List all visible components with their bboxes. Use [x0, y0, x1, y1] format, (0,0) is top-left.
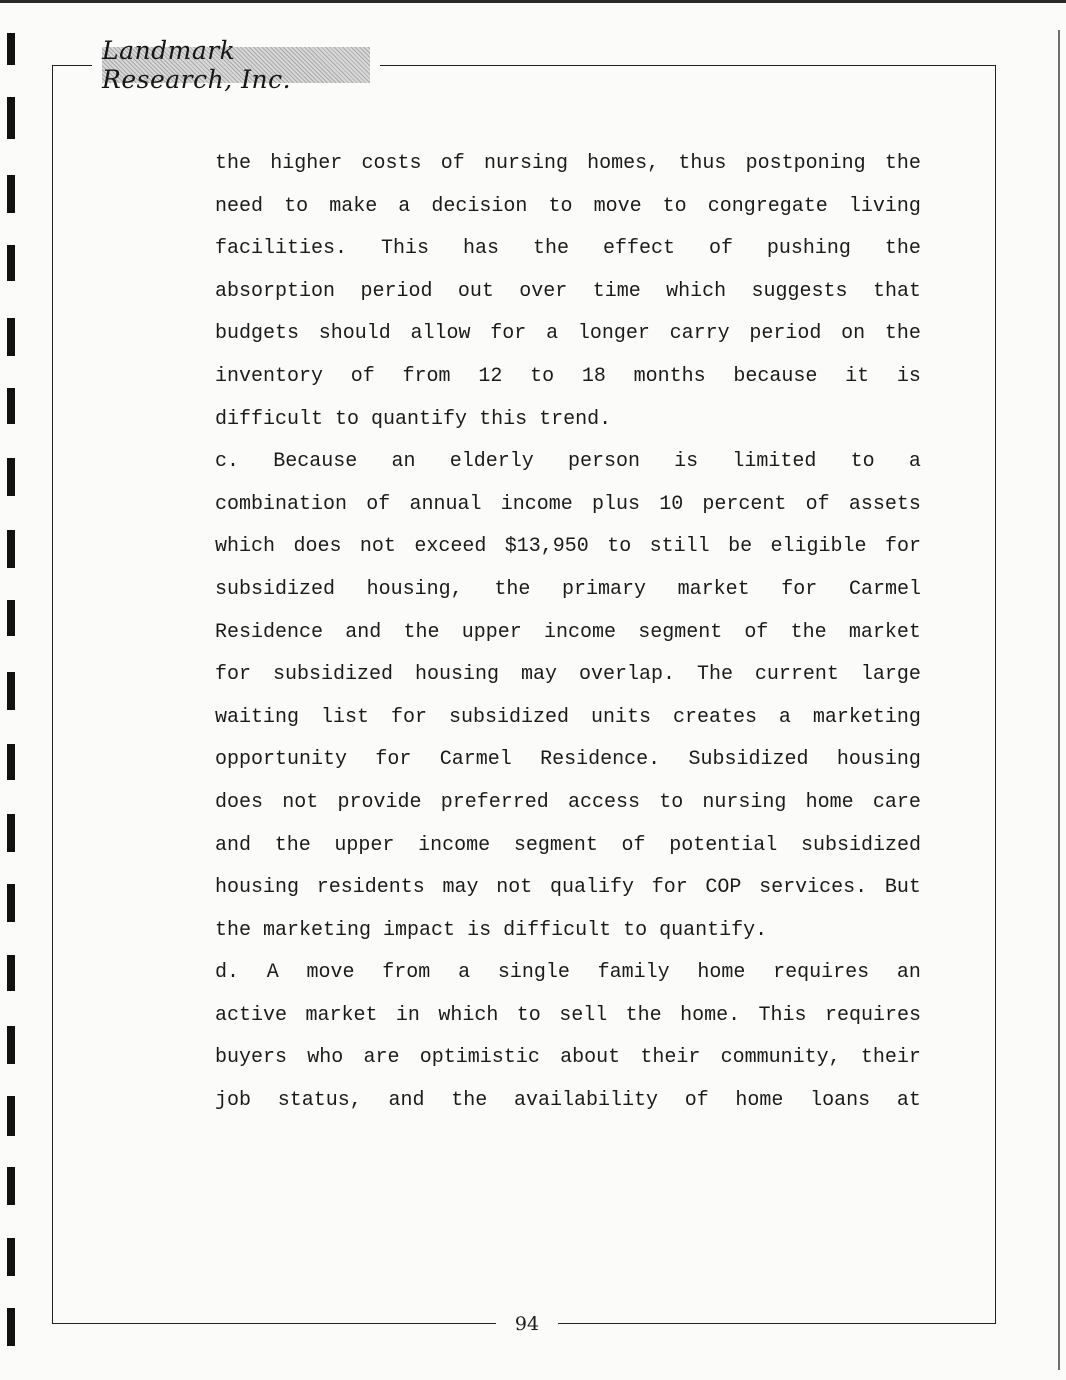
word: elderly	[449, 450, 534, 474]
word: housing	[836, 748, 921, 772]
punch-mark	[7, 744, 15, 780]
word: status,	[277, 1089, 362, 1113]
word: inventory	[215, 364, 324, 388]
word: at	[896, 1089, 921, 1113]
text-line	[215, 654, 921, 697]
text-line	[215, 867, 921, 910]
word: residents	[316, 876, 425, 900]
word: to	[662, 194, 687, 218]
word: exceed	[414, 535, 487, 559]
body-text	[215, 143, 921, 1123]
word: current	[754, 663, 839, 687]
word: effect	[602, 237, 675, 261]
text-line	[215, 782, 921, 825]
punch-mark	[7, 672, 15, 710]
word: the	[274, 833, 311, 857]
text-line	[215, 569, 921, 612]
word: to	[607, 535, 632, 559]
word: job	[215, 1089, 252, 1113]
word: the	[215, 152, 252, 175]
word: difficult	[215, 407, 324, 431]
word: opportunity	[215, 748, 348, 772]
word: upper	[334, 833, 395, 857]
punch-mark	[7, 245, 15, 281]
word: suggests	[751, 279, 848, 303]
punch-mark	[7, 814, 15, 852]
word: about	[560, 1046, 621, 1070]
word: a	[778, 705, 791, 729]
word: difficult	[503, 918, 612, 942]
word: segment	[638, 620, 723, 644]
word: of	[350, 364, 375, 388]
word: still	[649, 535, 710, 559]
word: absorption	[215, 279, 336, 303]
word: of	[805, 492, 830, 516]
text-line	[215, 952, 921, 995]
word: not	[359, 535, 396, 559]
word: to	[530, 364, 555, 388]
word: person	[567, 450, 640, 474]
word: over	[519, 279, 568, 303]
word: higher	[270, 152, 343, 175]
page-top-edge	[0, 0, 1066, 3]
word: subsidized	[800, 833, 921, 857]
word: combination	[215, 492, 348, 516]
word: homes,	[587, 152, 660, 175]
word: annual	[409, 492, 482, 516]
word: their	[860, 1046, 921, 1070]
word: the	[625, 1003, 662, 1027]
word: make	[329, 194, 378, 218]
text-line	[215, 526, 921, 569]
word: plus	[591, 492, 640, 516]
word: which	[666, 279, 727, 303]
word: services.	[759, 876, 868, 900]
text-line	[215, 1037, 921, 1080]
punch-mark	[7, 884, 15, 922]
word: buyers	[215, 1046, 288, 1070]
word: and	[215, 833, 252, 857]
word: units	[590, 705, 651, 729]
word: upper	[461, 620, 522, 644]
word: a	[908, 450, 921, 474]
word: the	[451, 1089, 488, 1113]
word: to	[516, 1003, 541, 1027]
word: a	[398, 194, 411, 218]
word: not	[282, 790, 319, 814]
word: to	[623, 918, 648, 942]
word: marketing	[812, 705, 921, 729]
word: market	[848, 620, 921, 644]
punch-mark	[7, 175, 15, 213]
word: subsidized	[448, 705, 569, 729]
text-line	[215, 228, 921, 271]
word: requires	[824, 1003, 921, 1027]
word: of	[621, 833, 646, 857]
word: of	[708, 237, 733, 261]
punch-mark	[7, 458, 15, 496]
word: of	[366, 492, 391, 516]
word: longer	[577, 322, 650, 346]
punch-mark	[7, 1308, 15, 1346]
word: carry	[669, 322, 730, 346]
word: eligible	[770, 535, 867, 559]
word: of	[744, 620, 769, 644]
word: This	[758, 1003, 807, 1027]
word: sell	[559, 1003, 608, 1027]
word: housing	[215, 876, 300, 900]
word: limited	[732, 450, 817, 474]
word: for	[651, 876, 688, 900]
word: The	[696, 663, 733, 687]
text-line	[215, 186, 921, 229]
text-line	[215, 441, 921, 484]
word: market	[677, 577, 750, 601]
word: does	[293, 535, 342, 559]
word: $13,950	[504, 535, 589, 559]
word: does	[215, 790, 264, 814]
text-line	[215, 399, 921, 442]
word: Carmel	[848, 577, 921, 601]
word: allow	[410, 322, 471, 346]
word: move	[306, 961, 355, 985]
word: list	[320, 705, 369, 729]
word: to	[659, 790, 684, 814]
word: decision	[431, 194, 528, 218]
word: housing,	[366, 577, 463, 601]
text-line	[215, 825, 921, 868]
word: active	[215, 1003, 288, 1027]
word: the	[532, 237, 569, 261]
word: of	[440, 152, 465, 175]
word: overlap.	[578, 663, 675, 687]
word: pushing	[766, 237, 851, 261]
word: quantify.	[659, 918, 768, 942]
word: be	[728, 535, 753, 559]
word: costs	[361, 152, 422, 175]
word: because	[733, 364, 818, 388]
word: home.	[680, 1003, 741, 1027]
word: creates	[672, 705, 757, 729]
word: segment	[513, 833, 598, 857]
word: percent	[702, 492, 787, 516]
text-line	[215, 484, 921, 527]
word: provide	[337, 790, 422, 814]
text-line	[215, 739, 921, 782]
punch-mark	[7, 1238, 15, 1276]
word: the	[215, 918, 252, 942]
word: care	[872, 790, 921, 814]
word: period	[749, 322, 822, 346]
word: which	[215, 535, 276, 559]
word: and	[388, 1089, 425, 1113]
word: is	[674, 450, 699, 474]
punch-mark	[7, 1096, 15, 1136]
word: to	[284, 194, 309, 218]
word: A	[266, 961, 279, 985]
word: 10	[659, 492, 684, 516]
word: it	[845, 364, 870, 388]
word: thus	[678, 152, 727, 175]
word: congregate	[707, 194, 828, 218]
word: housing	[414, 663, 499, 687]
punch-mark	[7, 1026, 15, 1064]
word: COP	[705, 876, 742, 900]
word: income	[418, 833, 491, 857]
word: availability	[513, 1089, 658, 1113]
word: to	[335, 407, 360, 431]
punch-mark	[7, 955, 15, 991]
word: which	[438, 1003, 499, 1027]
word: for	[490, 322, 527, 346]
word: 18	[581, 364, 606, 388]
word: period	[360, 279, 433, 303]
word: marketing	[263, 918, 372, 942]
word: a	[546, 322, 559, 346]
word: is	[896, 364, 921, 388]
text-line	[215, 1080, 921, 1123]
word: c.	[215, 450, 240, 474]
word: for	[884, 535, 921, 559]
word: in	[395, 1003, 420, 1027]
word: loans	[810, 1089, 871, 1113]
word: may	[442, 876, 479, 900]
word: and	[345, 620, 382, 644]
word: are	[363, 1046, 400, 1070]
word: time	[592, 279, 641, 303]
word: from	[402, 364, 451, 388]
word: move	[593, 194, 642, 218]
word: nursing	[702, 790, 787, 814]
word: access	[567, 790, 640, 814]
word: this	[479, 407, 528, 431]
word: requires	[773, 961, 870, 985]
word: d.	[215, 961, 240, 985]
punch-mark	[7, 97, 15, 139]
word: assets	[848, 492, 921, 516]
word: facilities.	[215, 237, 348, 261]
word: may	[520, 663, 557, 687]
word: is	[467, 918, 492, 942]
text-line	[215, 612, 921, 655]
word: an	[391, 450, 416, 474]
text-line	[215, 697, 921, 740]
word: who	[307, 1046, 344, 1070]
punch-mark	[7, 388, 15, 424]
word: primary	[561, 577, 646, 601]
word: community,	[720, 1046, 841, 1070]
word: impact	[383, 918, 456, 942]
word: qualify	[549, 876, 634, 900]
word: home	[735, 1089, 784, 1113]
punch-mark	[7, 318, 15, 356]
text-line	[215, 313, 921, 356]
word: their	[640, 1046, 701, 1070]
word: for	[390, 705, 427, 729]
word: quantify	[371, 407, 468, 431]
word: has	[462, 237, 499, 261]
text-line	[215, 143, 921, 186]
word: that	[872, 279, 921, 303]
text-line	[215, 271, 921, 314]
word: family	[597, 961, 670, 985]
word: income	[500, 492, 573, 516]
word: to	[548, 194, 573, 218]
word: subsidized	[272, 663, 394, 687]
word: the	[884, 152, 921, 175]
word: subsidized	[215, 577, 336, 601]
word: on	[841, 322, 866, 346]
word: need	[215, 194, 264, 218]
word: nursing	[483, 152, 568, 175]
word: Carmel	[439, 748, 512, 772]
punch-mark	[7, 33, 15, 65]
company-logo: Landmark Research, Inc.	[102, 47, 370, 83]
word: preferred	[440, 790, 549, 814]
word: of	[684, 1089, 709, 1113]
text-line	[215, 995, 921, 1038]
word: market	[305, 1003, 378, 1027]
word: from	[382, 961, 431, 985]
word: an	[896, 961, 921, 985]
word: living	[848, 194, 921, 218]
text-line	[215, 356, 921, 399]
word: optimistic	[419, 1046, 540, 1070]
word: postponing	[745, 152, 866, 175]
word: a	[458, 961, 471, 985]
word: months	[633, 364, 706, 388]
word: trend.	[539, 407, 612, 431]
page-number: 94	[496, 1309, 558, 1339]
word: for	[375, 748, 412, 772]
word: This	[381, 237, 430, 261]
word: home	[697, 961, 746, 985]
punch-mark	[7, 530, 15, 568]
word: the	[403, 620, 440, 644]
word: the	[884, 322, 921, 346]
word: to	[850, 450, 875, 474]
word: single	[497, 961, 570, 985]
word: the	[790, 620, 827, 644]
punch-mark	[7, 1167, 15, 1205]
word: out	[457, 279, 494, 303]
word: income	[543, 620, 616, 644]
text-line	[215, 910, 921, 953]
word: potential	[669, 833, 778, 857]
word: for	[215, 663, 252, 687]
word: should	[318, 322, 391, 346]
punch-mark	[7, 600, 15, 636]
word: Subsidized	[688, 748, 809, 772]
word: budgets	[215, 322, 300, 346]
word: Residence.	[540, 748, 661, 772]
word: Because	[273, 450, 358, 474]
word: But	[884, 876, 921, 900]
word: for	[781, 577, 818, 601]
word: Residence	[215, 620, 324, 644]
word: home	[805, 790, 854, 814]
page-right-edge	[1058, 30, 1060, 1370]
word: large	[860, 663, 921, 687]
word: waiting	[215, 705, 300, 729]
word: the	[494, 577, 531, 601]
word: the	[884, 237, 921, 261]
word: 12	[478, 364, 503, 388]
word: not	[496, 876, 533, 900]
